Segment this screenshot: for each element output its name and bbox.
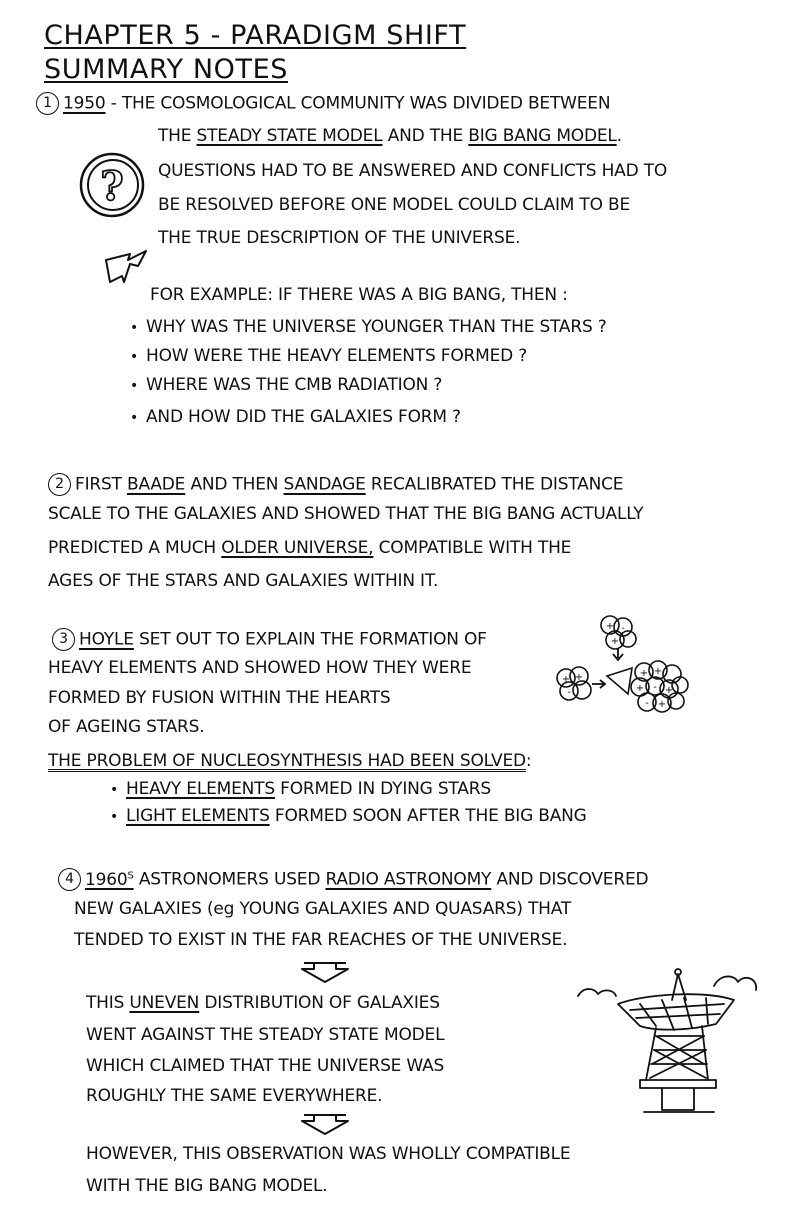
big-bang-model: BIG BANG MODEL [468, 126, 617, 146]
light-elements-item: • LIGHT ELEMENTS FORMED SOON AFTER THE BIG BANG [110, 806, 587, 826]
section-1-line-5: THE TRUE DESCRIPTION OF THE UNIVERSE. [158, 228, 521, 248]
section-2-line-4: AGES OF THE STARS AND GALAXIES WITHIN IT. [48, 571, 439, 591]
section-1-line-1: 1 1950 - THE COSMOLOGICAL COMMUNITY WAS DIVIDED BETWEEN [36, 92, 610, 115]
section-4-para-2-line-4: ROUGHLY THE SAME EVERYWHERE. [86, 1086, 383, 1106]
section-2-line-2: SCALE TO THE GALAXIES AND SHOWED THAT THE BIG BANG ACTUALLY [48, 504, 644, 524]
hoyle: HOYLE [79, 629, 134, 650]
minus-sign: - [645, 698, 649, 709]
question-mark-glyph: ? [100, 163, 124, 210]
section-number: 4 [58, 868, 81, 891]
decade-1960s: $1960^S$ [85, 869, 134, 890]
nucleosynthesis-solved: THE PROBLEM OF NUCLEOSYNTHESIS HAD BEEN SOLVED: [48, 751, 532, 771]
section-3-line-3: FORMED BY FUSION WITHIN THE HEARTS [48, 688, 391, 708]
uneven: UNEVEN [129, 993, 200, 1013]
section-4-line-3: TENDED TO EXIST IN THE FAR REACHES OF THE UNIVERSE. [74, 930, 568, 950]
section-number: 2 [48, 473, 71, 496]
plus-sign: + [561, 674, 571, 685]
section-1-line-4: BE RESOLVED BEFORE ONE MODEL COULD CLAIM TO BE [158, 195, 630, 215]
minus-sign: - [621, 623, 625, 634]
plus-sign: + [664, 685, 674, 696]
older-universe: OLDER UNIVERSE, [221, 538, 374, 558]
question-item-2: • HOW WERE THE HEAVY ELEMENTS FORMED ? [130, 346, 528, 366]
question-item-4: • AND HOW DID THE GALAXIES FORM ? [130, 407, 461, 427]
year-1950: 1950 [63, 93, 106, 114]
down-arrow-icon [298, 1112, 352, 1136]
chapter-title: CHAPTER 5 - PARADIGM SHIFT [44, 20, 467, 51]
plus-sign: + [635, 683, 645, 694]
plus-sign: + [653, 666, 663, 677]
baade: BAADE [127, 474, 186, 495]
section-4-para-2-line-2: WENT AGAINST THE STEADY STATE MODEL [86, 1025, 445, 1045]
plus-sign: + [605, 621, 615, 632]
section-4-para-2-line-3: WHICH CLAIMED THAT THE UNIVERSE WAS [86, 1056, 445, 1076]
pointing-hand-icon [100, 248, 154, 288]
section-4-line-2: NEW GALAXIES (eg YOUNG GALAXIES AND QUASARS) THAT [74, 899, 572, 919]
summary-notes-heading: SUMMARY NOTES [44, 54, 289, 85]
plus-sign: + [639, 668, 649, 679]
section-4-para-3-line-1: HOWEVER, THIS OBSERVATION WAS WHOLLY COMPATIBLE [86, 1144, 571, 1164]
question-item-1: • WHY WAS THE UNIVERSE YOUNGER THAN THE STARS ? [130, 317, 607, 337]
question-mark-icon [78, 150, 150, 222]
section-3-line-4: OF AGEING STARS. [48, 717, 205, 737]
section-3-line-1: 3 HOYLE SET OUT TO EXPLAIN THE FORMATION OF [52, 628, 487, 651]
section-4-para-2-line-1: THIS UNEVEN DISTRIBUTION OF GALAXIES [86, 993, 440, 1013]
section-4-para-3-line-2: WITH THE BIG BANG MODEL. [86, 1176, 328, 1196]
section-2-line-1: 2 FIRST BAADE AND THEN SANDAGE RECALIBRATED THE DISTANCE [48, 473, 623, 496]
section-4-line-1: 4 $1960^S$ ASTRONOMERS USED RADIO ASTRONOMY AND DISCOVERED [58, 868, 648, 891]
nuclear-fusion-diagram [552, 614, 702, 726]
minus-sign: - [653, 682, 657, 693]
example-intro: FOR EXAMPLE: IF THERE WAS A BIG BANG, THEN : [150, 285, 568, 305]
heavy-elements-item: • HEAVY ELEMENTS FORMED IN DYING STARS [110, 779, 491, 799]
steady-state-model: STEADY STATE MODEL [196, 126, 383, 146]
plus-sign: + [610, 636, 620, 647]
radio-telescope-illustration [574, 960, 764, 1118]
sandage: SANDAGE [283, 474, 366, 495]
plus-sign: + [574, 672, 584, 683]
question-item-3: • WHERE WAS THE CMB RADIATION ? [130, 375, 443, 395]
down-arrow-icon [298, 960, 352, 984]
plus-sign: + [657, 699, 667, 710]
section-number: 3 [52, 628, 75, 651]
section-1-line-3: QUESTIONS HAD TO BE ANSWERED AND CONFLICTS HAD TO [158, 161, 668, 181]
section-1-line-2: THE STEADY STATE MODEL AND THE BIG BANG MODEL. [158, 126, 622, 146]
minus-sign: - [567, 687, 571, 698]
section-2-line-3: PREDICTED A MUCH OLDER UNIVERSE, COMPATIBLE WITH THE [48, 538, 572, 558]
radio-astronomy: RADIO ASTRONOMY [325, 869, 492, 890]
section-number: 1 [36, 92, 59, 115]
section-3-line-2: HEAVY ELEMENTS AND SHOWED HOW THEY WERE [48, 658, 472, 678]
